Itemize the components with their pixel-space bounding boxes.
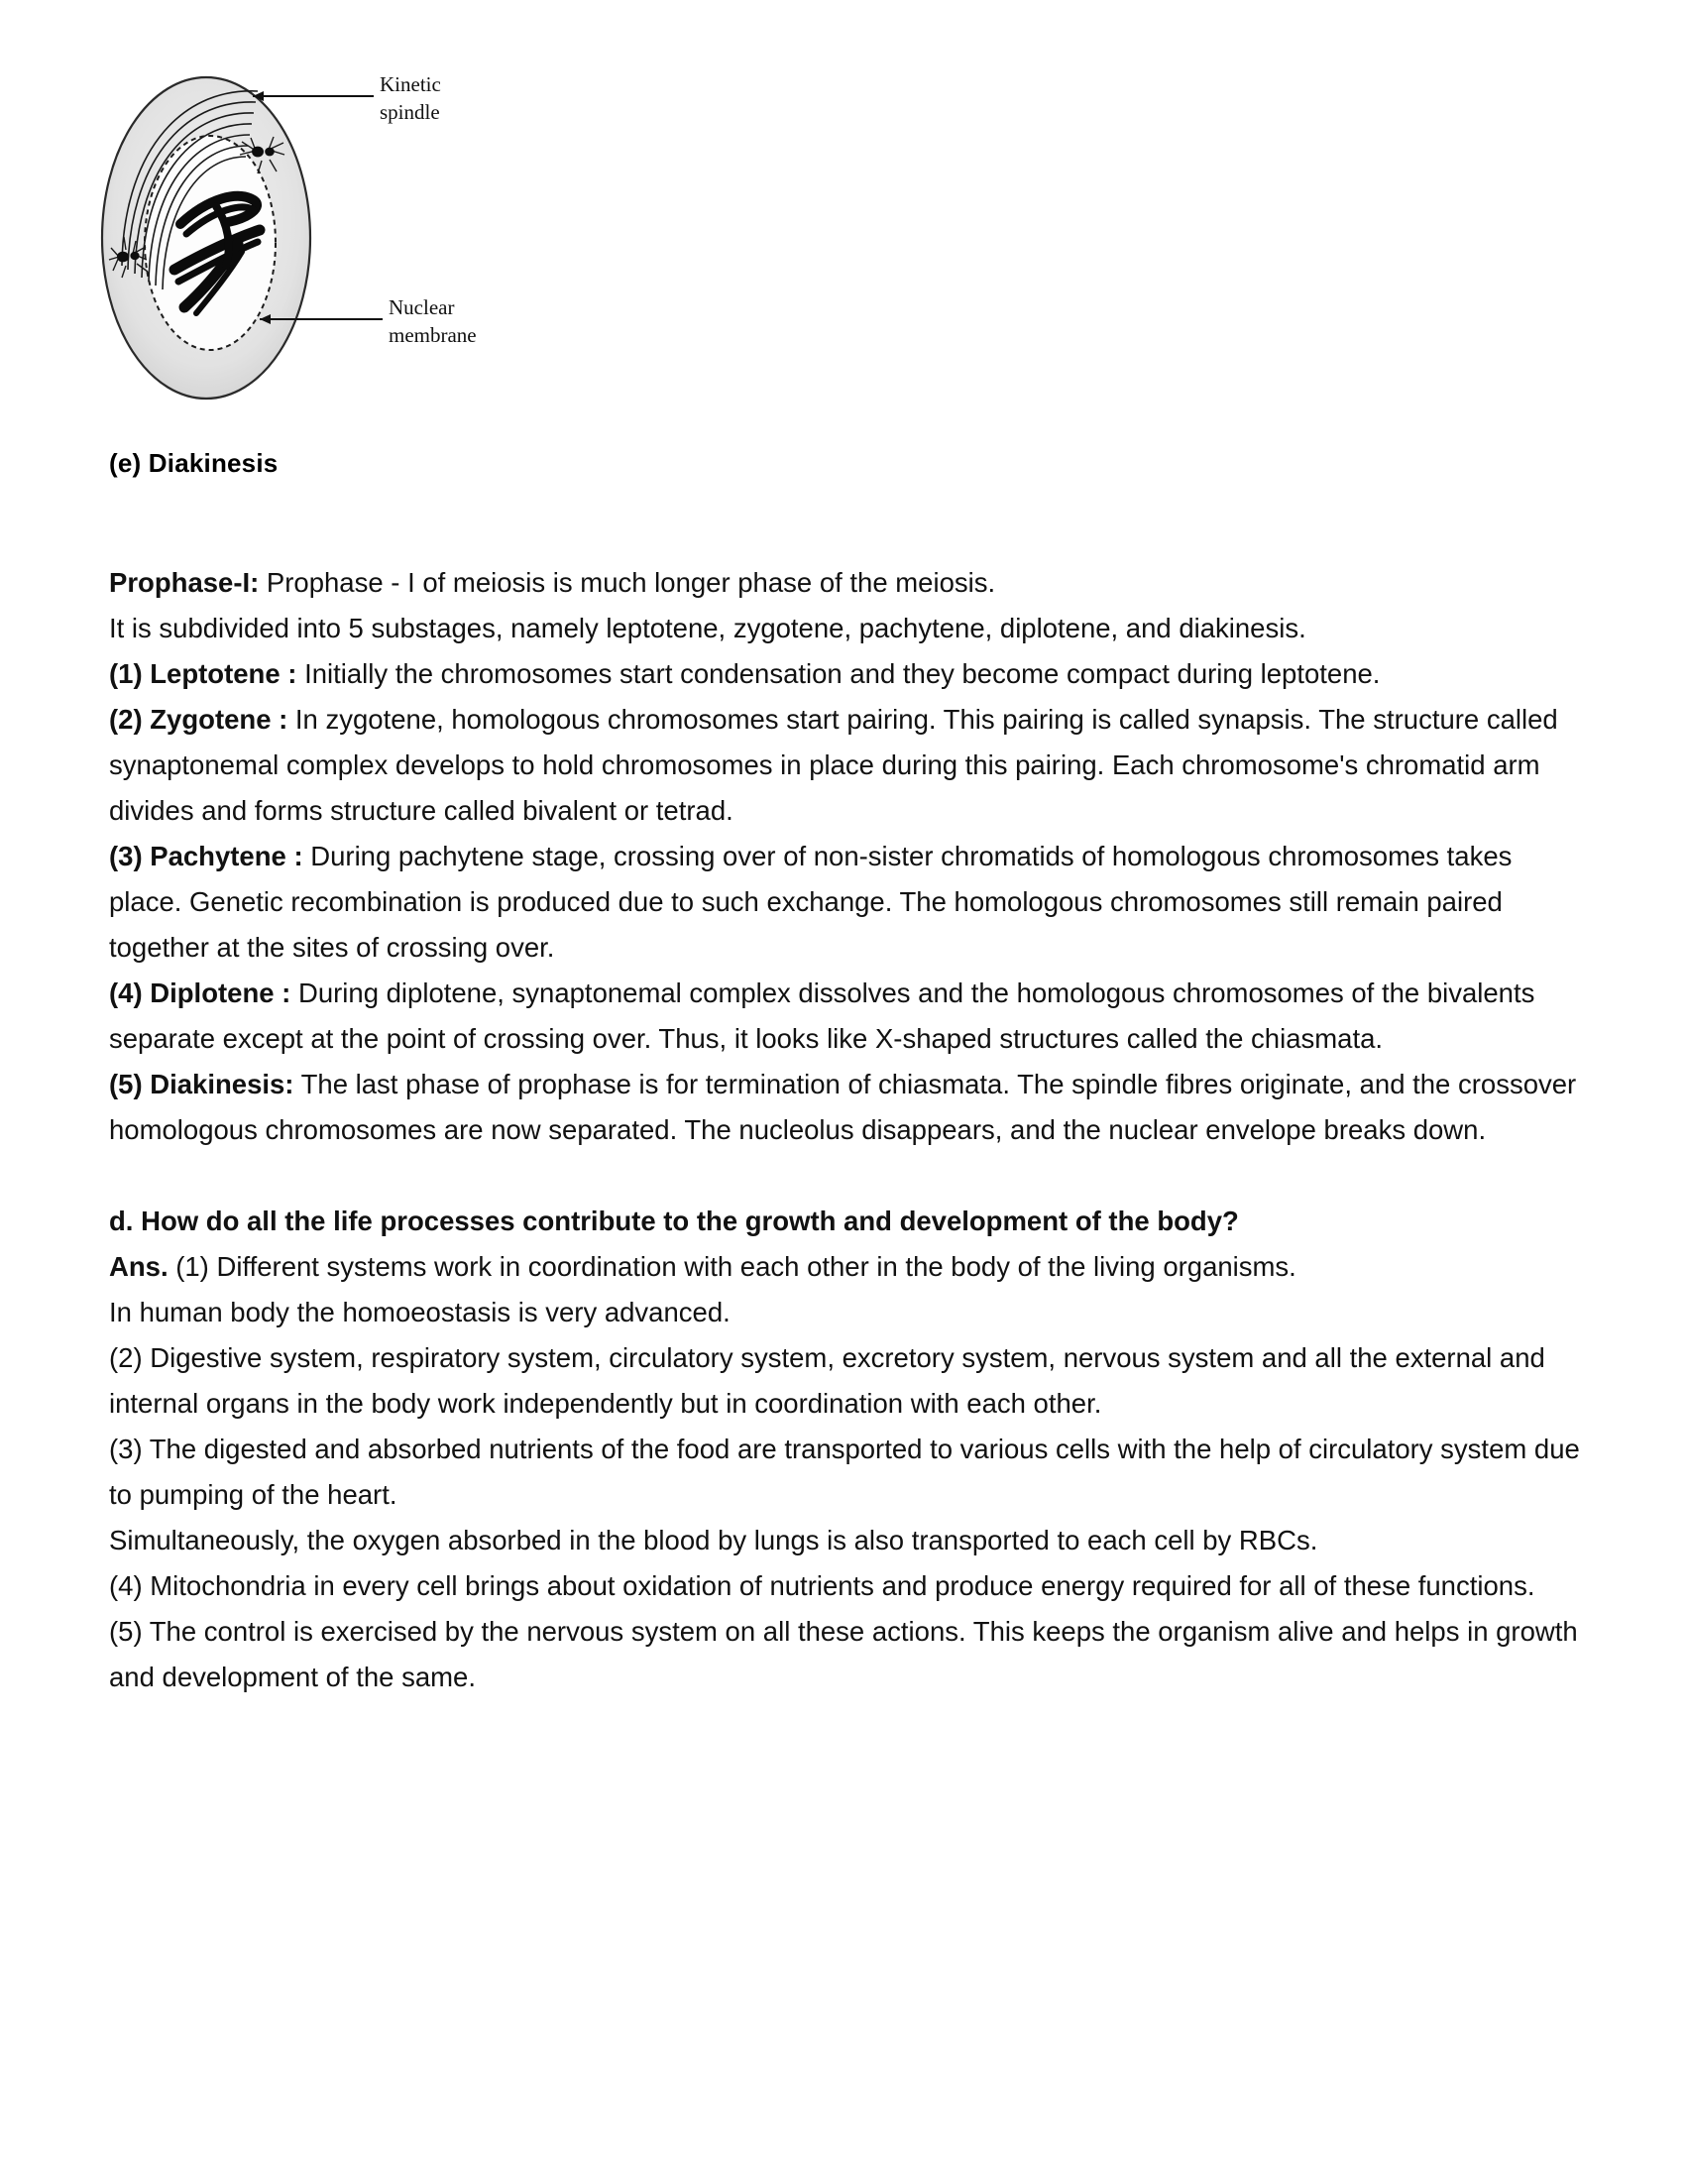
- paragraph-answer-intro: [109, 1244, 1586, 1290]
- paragraph-diplotene: [109, 971, 1586, 1062]
- paragraph-answer-3: (3) The digested and absorbed nutrients of the food are transported to various cells with the help of circulatory system due to pumping of the heart.: [109, 1434, 1580, 1510]
- prophase-lead-rest: Prophase - I of meiosis is much longer phase of the meiosis.: [259, 567, 996, 598]
- leptotene-text: Initially the chromosomes start condensation and they become compact during leptotene.: [296, 658, 1381, 689]
- document-body: [109, 560, 1586, 1700]
- diakinesis-lead-label: (5) Diakinesis:: [109, 1069, 294, 1099]
- paragraph-leptotene: [109, 651, 1586, 697]
- paragraph-answer-2: (2) Digestive system, respiratory system, circulatory system, excretory system, nervous system and all the external and internal organs in the body work independently but in coordination with each other.: [109, 1342, 1545, 1419]
- prophase-lead-label: Prophase-I:: [109, 567, 260, 598]
- zygotene-lead-label: (2) Zygotene :: [109, 704, 288, 735]
- paragraph-zygotene: [109, 697, 1586, 834]
- answer-lead-label: Ans.: [109, 1251, 169, 1282]
- diplotene-text: During diplotene, synaptonemal complex dissolves and the homologous chromosomes of the bivalents separate except at the point of crossing over. Thus, it looks like X-shaped structures called the chiasmata.: [109, 977, 1535, 1054]
- kinetic-spindle-leader: [253, 91, 374, 101]
- pachytene-lead-label: (3) Pachytene :: [109, 841, 303, 871]
- paragraph-diakinesis: [109, 1062, 1586, 1153]
- pachytene-text: During pachytene stage, crossing over of non-sister chromatids of homologous chromosomes takes place. Genetic recombination is produced due to such exchange. The homologous chromosomes still remain paired together at the sites of crossing over.: [109, 841, 1513, 963]
- paragraph-answer-4: (4) Mitochondria in every cell brings about oxidation of nutrients and produce energy required for all of these functions.: [109, 1570, 1535, 1601]
- paragraph-pachytene: [109, 834, 1586, 971]
- zygotene-text: In zygotene, homologous chromosomes start pairing. This pairing is called synapsis. The structure called synaptonemal complex develops to hold chromosomes in place during this pairing. Each chromosome's chromatid arm divides and forms structure called bivalent or tetrad.: [109, 704, 1558, 826]
- question-heading: d. How do all the life processes contribute to the growth and development of the body?: [109, 1206, 1239, 1236]
- nuclear-membrane-label-line1: Nuclear: [389, 295, 455, 319]
- diakinesis-text: The last phase of prophase is for termination of chiasmata. The spindle fibres originate, and the crossover homologous chromosomes are now separated. The nucleolus disappears, and the nuclear envelope breaks down.: [109, 1069, 1577, 1145]
- paragraph-answer-oxygen: Simultaneously, the oxygen absorbed in the blood by lungs is also transported to each cell by RBCs.: [109, 1525, 1318, 1555]
- leptotene-lead-label: (1) Leptotene :: [109, 658, 297, 689]
- cell-diagram-svg: [89, 40, 506, 436]
- nuclear-membrane-label-line2: membrane: [389, 323, 477, 347]
- meiosis-diakinesis-figure: [0, 0, 615, 496]
- paragraph-prophase-substages: It is subdivided into 5 substages, namely leptotene, zygotene, pachytene, diplotene, and diakinesis.: [109, 613, 1306, 643]
- kinetic-spindle-label-line2: spindle: [380, 100, 440, 124]
- paragraph-answer-5: (5) The control is exercised by the nervous system on all these actions. This keeps the organism alive and helps in growth and development of the same.: [109, 1616, 1578, 1692]
- answer-first-text: (1) Different systems work in coordination with each other in the body of the living organisms.: [168, 1251, 1296, 1282]
- diplotene-lead-label: (4) Diplotene :: [109, 977, 291, 1008]
- paragraph-answer-homoeostasis: In human body the homoeostasis is very advanced.: [109, 1297, 731, 1327]
- figure-caption: (e) Diakinesis: [109, 448, 279, 478]
- kinetic-spindle-label-line1: Kinetic: [380, 72, 441, 96]
- paragraph-prophase-intro: [109, 560, 1586, 606]
